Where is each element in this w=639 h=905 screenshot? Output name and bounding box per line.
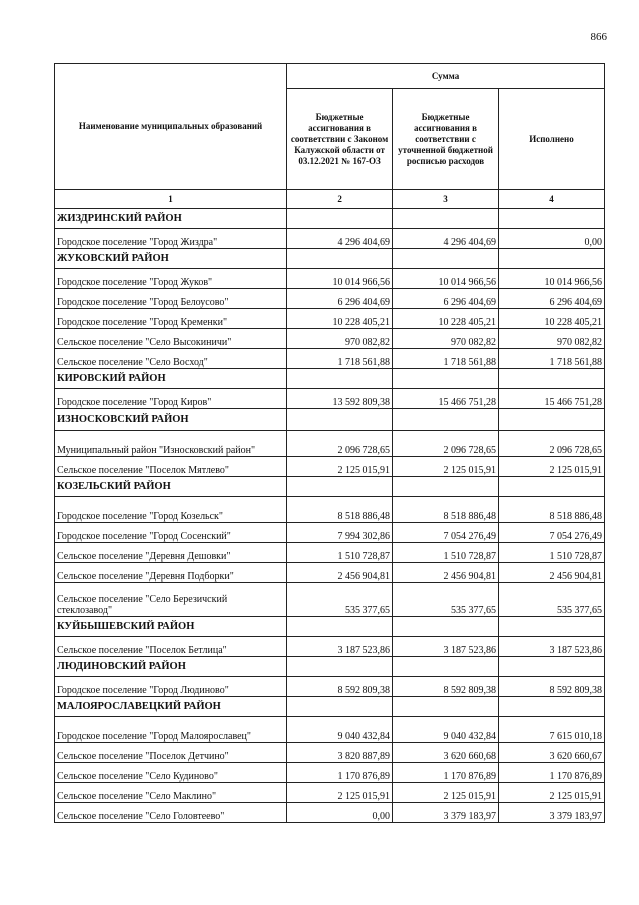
refined-allocation-value: 10 228 405,21 <box>393 309 499 329</box>
refined-allocation-value: 2 125 015,91 <box>393 457 499 477</box>
executed-value: 1 718 561,88 <box>499 349 605 369</box>
empty-cell <box>393 249 499 269</box>
municipality-name: Городское поселение "Город Киров" <box>55 389 287 409</box>
law-allocation-value: 1 170 876,89 <box>287 763 393 783</box>
empty-cell <box>499 657 605 677</box>
table-row <box>55 803 605 823</box>
law-allocation-value: 535 377,65 <box>287 583 393 617</box>
law-allocation-value: 9 040 432,84 <box>287 717 393 743</box>
empty-cell <box>393 409 499 431</box>
header-executed: Исполнено <box>499 89 605 190</box>
executed-value: 3 187 523,86 <box>499 637 605 657</box>
executed-value: 2 096 728,65 <box>499 431 605 457</box>
executed-value: 10 228 405,21 <box>499 309 605 329</box>
executed-value: 15 466 751,28 <box>499 389 605 409</box>
empty-cell <box>499 209 605 229</box>
empty-cell <box>287 657 393 677</box>
law-allocation-value: 6 296 404,69 <box>287 289 393 309</box>
law-allocation-value: 8 592 809,38 <box>287 677 393 697</box>
municipality-name: Городское поселение "Город Козельск" <box>55 497 287 523</box>
page-number: 866 <box>590 31 607 43</box>
refined-allocation-value: 3 620 660,68 <box>393 743 499 763</box>
law-allocation-value: 1 718 561,88 <box>287 349 393 369</box>
executed-value: 7 615 010,18 <box>499 717 605 743</box>
refined-allocation-value: 2 125 015,91 <box>393 783 499 803</box>
empty-cell <box>499 477 605 497</box>
district-row <box>55 477 605 497</box>
law-allocation-value: 970 082,82 <box>287 329 393 349</box>
table-row <box>55 717 605 743</box>
district-row <box>55 617 605 637</box>
table-row <box>55 349 605 369</box>
municipality-name: Городское поселение "Город Малоярославец" <box>55 717 287 743</box>
table-row <box>55 497 605 523</box>
municipality-name: Сельское поселение "Село Березичский стеклозавод" <box>55 583 287 617</box>
table-row <box>55 743 605 763</box>
executed-value: 3 620 660,67 <box>499 743 605 763</box>
municipality-name: Городское поселение "Город Белоусово" <box>55 289 287 309</box>
empty-cell <box>499 697 605 717</box>
refined-allocation-value: 15 466 751,28 <box>393 389 499 409</box>
empty-cell <box>287 369 393 389</box>
empty-cell <box>287 249 393 269</box>
executed-value: 1 170 876,89 <box>499 763 605 783</box>
district-row <box>55 409 605 431</box>
municipality-name: Сельское поселение "Поселок Детчино" <box>55 743 287 763</box>
empty-cell <box>393 477 499 497</box>
refined-allocation-value: 9 040 432,84 <box>393 717 499 743</box>
refined-allocation-value: 2 096 728,65 <box>393 431 499 457</box>
district-name: ЖИЗДРИНСКИЙ РАЙОН <box>55 209 287 229</box>
district-name: ЖУКОВСКИЙ РАЙОН <box>55 249 287 269</box>
district-name: КУЙБЫШЕВСКИЙ РАЙОН <box>55 617 287 637</box>
law-allocation-value: 3 820 887,89 <box>287 743 393 763</box>
law-allocation-value: 4 296 404,69 <box>287 229 393 249</box>
municipality-name: Сельское поселение "Поселок Мятлево" <box>55 457 287 477</box>
empty-cell <box>499 617 605 637</box>
table-row <box>55 523 605 543</box>
municipality-name: Сельское поселение "Село Маклино" <box>55 783 287 803</box>
district-row <box>55 369 605 389</box>
district-name: ИЗНОСКОВСКИЙ РАЙОН <box>55 409 287 431</box>
law-allocation-value: 13 592 809,38 <box>287 389 393 409</box>
executed-value: 8 518 886,48 <box>499 497 605 523</box>
table-row <box>55 563 605 583</box>
empty-cell <box>393 369 499 389</box>
table-row <box>55 677 605 697</box>
executed-value: 8 592 809,38 <box>499 677 605 697</box>
header-summa: Сумма <box>287 64 605 89</box>
refined-allocation-value: 7 054 276,49 <box>393 523 499 543</box>
executed-value: 7 054 276,49 <box>499 523 605 543</box>
municipality-name: Муниципальный район "Износковский район" <box>55 431 287 457</box>
budget-table <box>54 63 605 823</box>
empty-cell <box>287 697 393 717</box>
law-allocation-value: 7 994 302,86 <box>287 523 393 543</box>
header-municipality: Наименование муниципальных образований <box>55 64 287 190</box>
table-row <box>55 269 605 289</box>
executed-value: 0,00 <box>499 229 605 249</box>
law-allocation-value: 10 228 405,21 <box>287 309 393 329</box>
law-allocation-value: 0,00 <box>287 803 393 823</box>
municipality-name: Городское поселение "Город Жиздра" <box>55 229 287 249</box>
executed-value: 10 014 966,56 <box>499 269 605 289</box>
municipality-name: Сельское поселение "Деревня Подборки" <box>55 563 287 583</box>
refined-allocation-value: 2 456 904,81 <box>393 563 499 583</box>
executed-value: 3 379 183,97 <box>499 803 605 823</box>
executed-value: 6 296 404,69 <box>499 289 605 309</box>
empty-cell <box>499 249 605 269</box>
refined-allocation-value: 1 170 876,89 <box>393 763 499 783</box>
municipality-name: Городское поселение "Город Жуков" <box>55 269 287 289</box>
table-row <box>55 389 605 409</box>
law-allocation-value: 2 125 015,91 <box>287 457 393 477</box>
district-row <box>55 249 605 269</box>
empty-cell <box>393 697 499 717</box>
refined-allocation-value: 8 518 886,48 <box>393 497 499 523</box>
district-row <box>55 209 605 229</box>
refined-allocation-value: 4 296 404,69 <box>393 229 499 249</box>
empty-cell <box>287 209 393 229</box>
district-row <box>55 657 605 677</box>
executed-value: 2 125 015,91 <box>499 457 605 477</box>
table-row <box>55 431 605 457</box>
header-refined-allocations: Бюджетные ассигнования в соответствии с уточненной бюджетной росписью расходов <box>393 89 499 190</box>
executed-value: 2 125 015,91 <box>499 783 605 803</box>
executed-value: 970 082,82 <box>499 329 605 349</box>
header-col-number: 2 <box>287 190 393 209</box>
header-law-allocations: Бюджетные ассигнования в соответствии с Законом Калужской области от 03.12.2021 № 167-ОЗ <box>287 89 393 190</box>
empty-cell <box>393 209 499 229</box>
refined-allocation-value: 10 014 966,56 <box>393 269 499 289</box>
law-allocation-value: 2 096 728,65 <box>287 431 393 457</box>
law-allocation-value: 10 014 966,56 <box>287 269 393 289</box>
refined-allocation-value: 535 377,65 <box>393 583 499 617</box>
municipality-name: Сельское поселение "Деревня Дешовки" <box>55 543 287 563</box>
table-row <box>55 289 605 309</box>
empty-cell <box>499 409 605 431</box>
municipality-name: Городское поселение "Город Кременки" <box>55 309 287 329</box>
empty-cell <box>499 369 605 389</box>
empty-cell <box>393 617 499 637</box>
empty-cell <box>287 409 393 431</box>
district-name: КОЗЕЛЬСКИЙ РАЙОН <box>55 477 287 497</box>
header-col-number: 1 <box>55 190 287 209</box>
district-name: МАЛОЯРОСЛАВЕЦКИЙ РАЙОН <box>55 697 287 717</box>
law-allocation-value: 1 510 728,87 <box>287 543 393 563</box>
refined-allocation-value: 970 082,82 <box>393 329 499 349</box>
table-row <box>55 457 605 477</box>
table-row <box>55 783 605 803</box>
refined-allocation-value: 3 187 523,86 <box>393 637 499 657</box>
empty-cell <box>287 477 393 497</box>
executed-value: 535 377,65 <box>499 583 605 617</box>
refined-allocation-value: 1 510 728,87 <box>393 543 499 563</box>
district-row <box>55 697 605 717</box>
table-row <box>55 229 605 249</box>
law-allocation-value: 3 187 523,86 <box>287 637 393 657</box>
table-row <box>55 543 605 563</box>
empty-cell <box>287 617 393 637</box>
header-col-number: 4 <box>499 190 605 209</box>
executed-value: 1 510 728,87 <box>499 543 605 563</box>
district-name: КИРОВСКИЙ РАЙОН <box>55 369 287 389</box>
table-row <box>55 637 605 657</box>
law-allocation-value: 2 456 904,81 <box>287 563 393 583</box>
municipality-name: Городское поселение "Город Людиново" <box>55 677 287 697</box>
law-allocation-value: 2 125 015,91 <box>287 783 393 803</box>
table-body <box>55 209 605 823</box>
table-row <box>55 583 605 617</box>
municipality-name: Сельское поселение "Село Головтеево" <box>55 803 287 823</box>
municipality-name: Сельское поселение "Поселок Бетлица" <box>55 637 287 657</box>
table-row <box>55 329 605 349</box>
municipality-name: Сельское поселение "Село Кудиново" <box>55 763 287 783</box>
municipality-name: Городское поселение "Город Сосенский" <box>55 523 287 543</box>
municipality-name: Сельское поселение "Село Высокиничи" <box>55 329 287 349</box>
refined-allocation-value: 8 592 809,38 <box>393 677 499 697</box>
refined-allocation-value: 3 379 183,97 <box>393 803 499 823</box>
table-row <box>55 309 605 329</box>
district-name: ЛЮДИНОВСКИЙ РАЙОН <box>55 657 287 677</box>
municipality-name: Сельское поселение "Село Восход" <box>55 349 287 369</box>
law-allocation-value: 8 518 886,48 <box>287 497 393 523</box>
empty-cell <box>393 657 499 677</box>
executed-value: 2 456 904,81 <box>499 563 605 583</box>
refined-allocation-value: 1 718 561,88 <box>393 349 499 369</box>
table-row <box>55 763 605 783</box>
refined-allocation-value: 6 296 404,69 <box>393 289 499 309</box>
header-col-number: 3 <box>393 190 499 209</box>
table-header <box>55 64 605 209</box>
